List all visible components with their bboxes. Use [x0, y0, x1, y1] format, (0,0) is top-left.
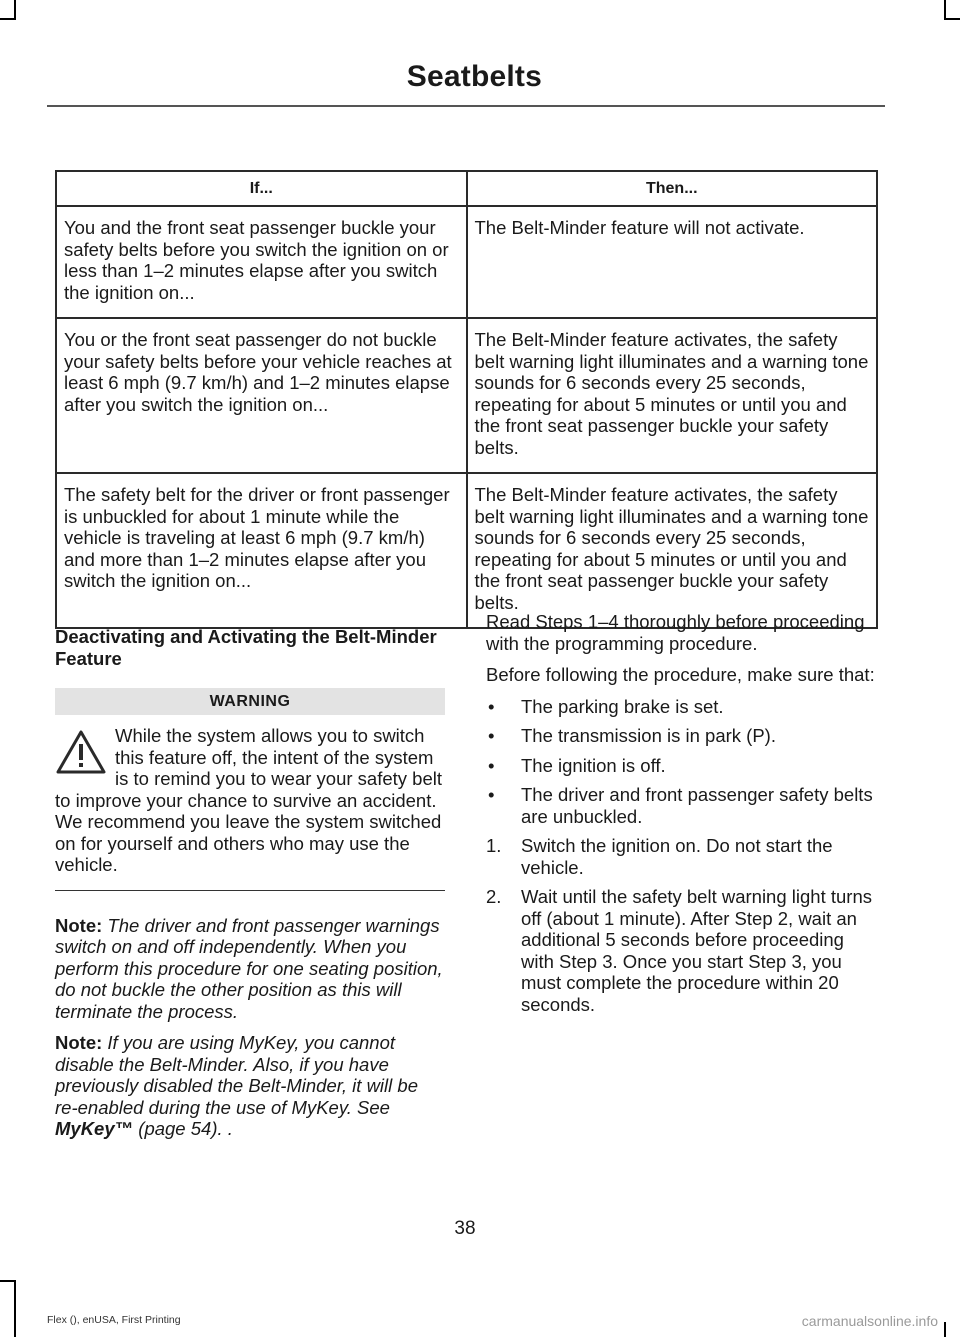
crop-mark-top-left-h — [0, 18, 16, 20]
note-independent — [55, 915, 445, 1023]
table-row — [56, 206, 877, 318]
belt-minder-table — [55, 170, 878, 629]
table-header-row — [56, 171, 877, 206]
table-header-then: Then... — [467, 171, 878, 206]
bullet-marker: • — [488, 784, 495, 805]
bullet-marker: • — [488, 695, 495, 717]
warning-divider — [55, 890, 445, 891]
table-cell-if: You and the front seat passenger buckle your safety belts before you switch the ignition on or less than 1–2 minutes elapse after you switch the ignition on... — [56, 206, 467, 318]
table-cell-if: The safety belt for the driver or front passenger is unbuckled for about 1 minute while the vehicle is traveling at least 6 mph (9.7 km/h) and more than 1–2 minutes elapse after you switch the ignition on... — [56, 473, 467, 628]
warning-triangle-icon — [55, 729, 107, 775]
step-item — [486, 835, 880, 878]
list-item-text: The transmission is in park (P). — [521, 725, 776, 746]
footer-text: Flex (), enUSA, First Printing — [47, 1314, 181, 1326]
right-column — [486, 611, 880, 1023]
page-reference: (page 54). . — [133, 1118, 233, 1139]
note-label: Note: — [55, 914, 103, 936]
list-item-text: The parking brake is set. — [521, 695, 724, 717]
warning-label: WARNING — [55, 688, 445, 715]
crop-mark-top-right-h — [944, 18, 960, 20]
watermark: carmanualsonline.info — [801, 1313, 938, 1329]
crop-mark-top-right-v — [944, 0, 946, 20]
page-title: Seatbelts — [406, 60, 542, 93]
header-rule — [47, 105, 885, 107]
note-label: Note: — [55, 1032, 103, 1053]
list-item — [486, 725, 880, 747]
crop-mark-bottom-left-h — [0, 1280, 16, 1282]
list-item-text: The driver and front passenger safety belts are unbuckled. — [521, 784, 873, 827]
list-item — [486, 755, 880, 777]
left-column — [55, 626, 445, 1150]
table-header-if: If... — [56, 171, 467, 206]
table-cell-if: You or the front seat passenger do not buckle your safety belts before your vehicle reaches at least 6 mph (9.7 km/h) and 1–2 minutes elapse after you switch the ignition on... — [56, 318, 467, 473]
step-text: Wait until the safety belt warning light turns off (about 1 minute). After Step 2, wait an additional 5 seconds before proceeding with Step 3. Once you start Step 3, you must complete the procedure within 20 seconds. — [521, 886, 872, 1015]
bullet-marker: • — [488, 725, 495, 746]
step-number: 1. — [486, 835, 502, 856]
precondition-list — [486, 696, 880, 828]
crop-mark-bottom-left-v — [14, 1280, 16, 1337]
list-item — [486, 784, 880, 827]
table-cell-then: The Belt-Minder feature activates, the safety belt warning light illuminates and a warning tone sounds for 6 seconds every 25 seconds, repeating for about 5 minutes or until you and the front seat passenger buckle your safety belts. — [467, 318, 878, 473]
list-item — [486, 696, 880, 718]
note-mykey — [55, 1032, 445, 1140]
warning-text: While the system allows you to switch this feature off, the intent of the system is to remind you to wear your safety belt to improve your chance to survive an accident. We recommend you leave the system switched on for yourself and others who may use the vehicle. — [55, 725, 442, 875]
note-text: If you are using MyKey, you cannot disable the Belt-Minder. Also, if you have previously disabled the Belt-Minder, it will be re-enabled during the use of MyKey. See — [55, 1032, 418, 1118]
page-number: 38 — [454, 1218, 476, 1239]
intro-paragraph: Read Steps 1–4 thoroughly before proceeding with the programming procedure. — [486, 611, 865, 654]
section-heading: Deactivating and Activating the Belt-Minder Feature — [55, 626, 437, 669]
table-cell-then: The Belt-Minder feature activates, the safety belt warning light illuminates and a warning tone sounds for 6 seconds every 25 seconds, repeating for about 5 minutes or until you and the front seat passenger buckle your safety belts. — [467, 473, 878, 628]
table-row — [56, 318, 877, 473]
crop-mark-top-left-v — [14, 0, 16, 20]
table-cell-then: The Belt-Minder feature will not activate. — [467, 206, 878, 318]
procedure-steps — [486, 835, 880, 1015]
list-item-text: The ignition is off. — [521, 754, 666, 776]
step-text: Switch the ignition on. Do not start the vehicle. — [521, 835, 833, 878]
step-item — [486, 886, 880, 1015]
warning-box — [55, 725, 445, 876]
precondition-paragraph: Before following the procedure, make sure that: — [486, 664, 875, 685]
table-row — [56, 473, 877, 628]
crop-mark-bottom-right-v — [944, 1322, 946, 1337]
bullet-marker: • — [488, 754, 495, 776]
note-text: The driver and front passenger warnings switch on and off independently. When you perform this procedure for one seating position, do not buckle the other position as this will terminate the process. — [55, 914, 443, 1022]
step-number: 2. — [486, 886, 502, 907]
mykey-reference-link[interactable]: MyKey™ — [55, 1118, 134, 1139]
